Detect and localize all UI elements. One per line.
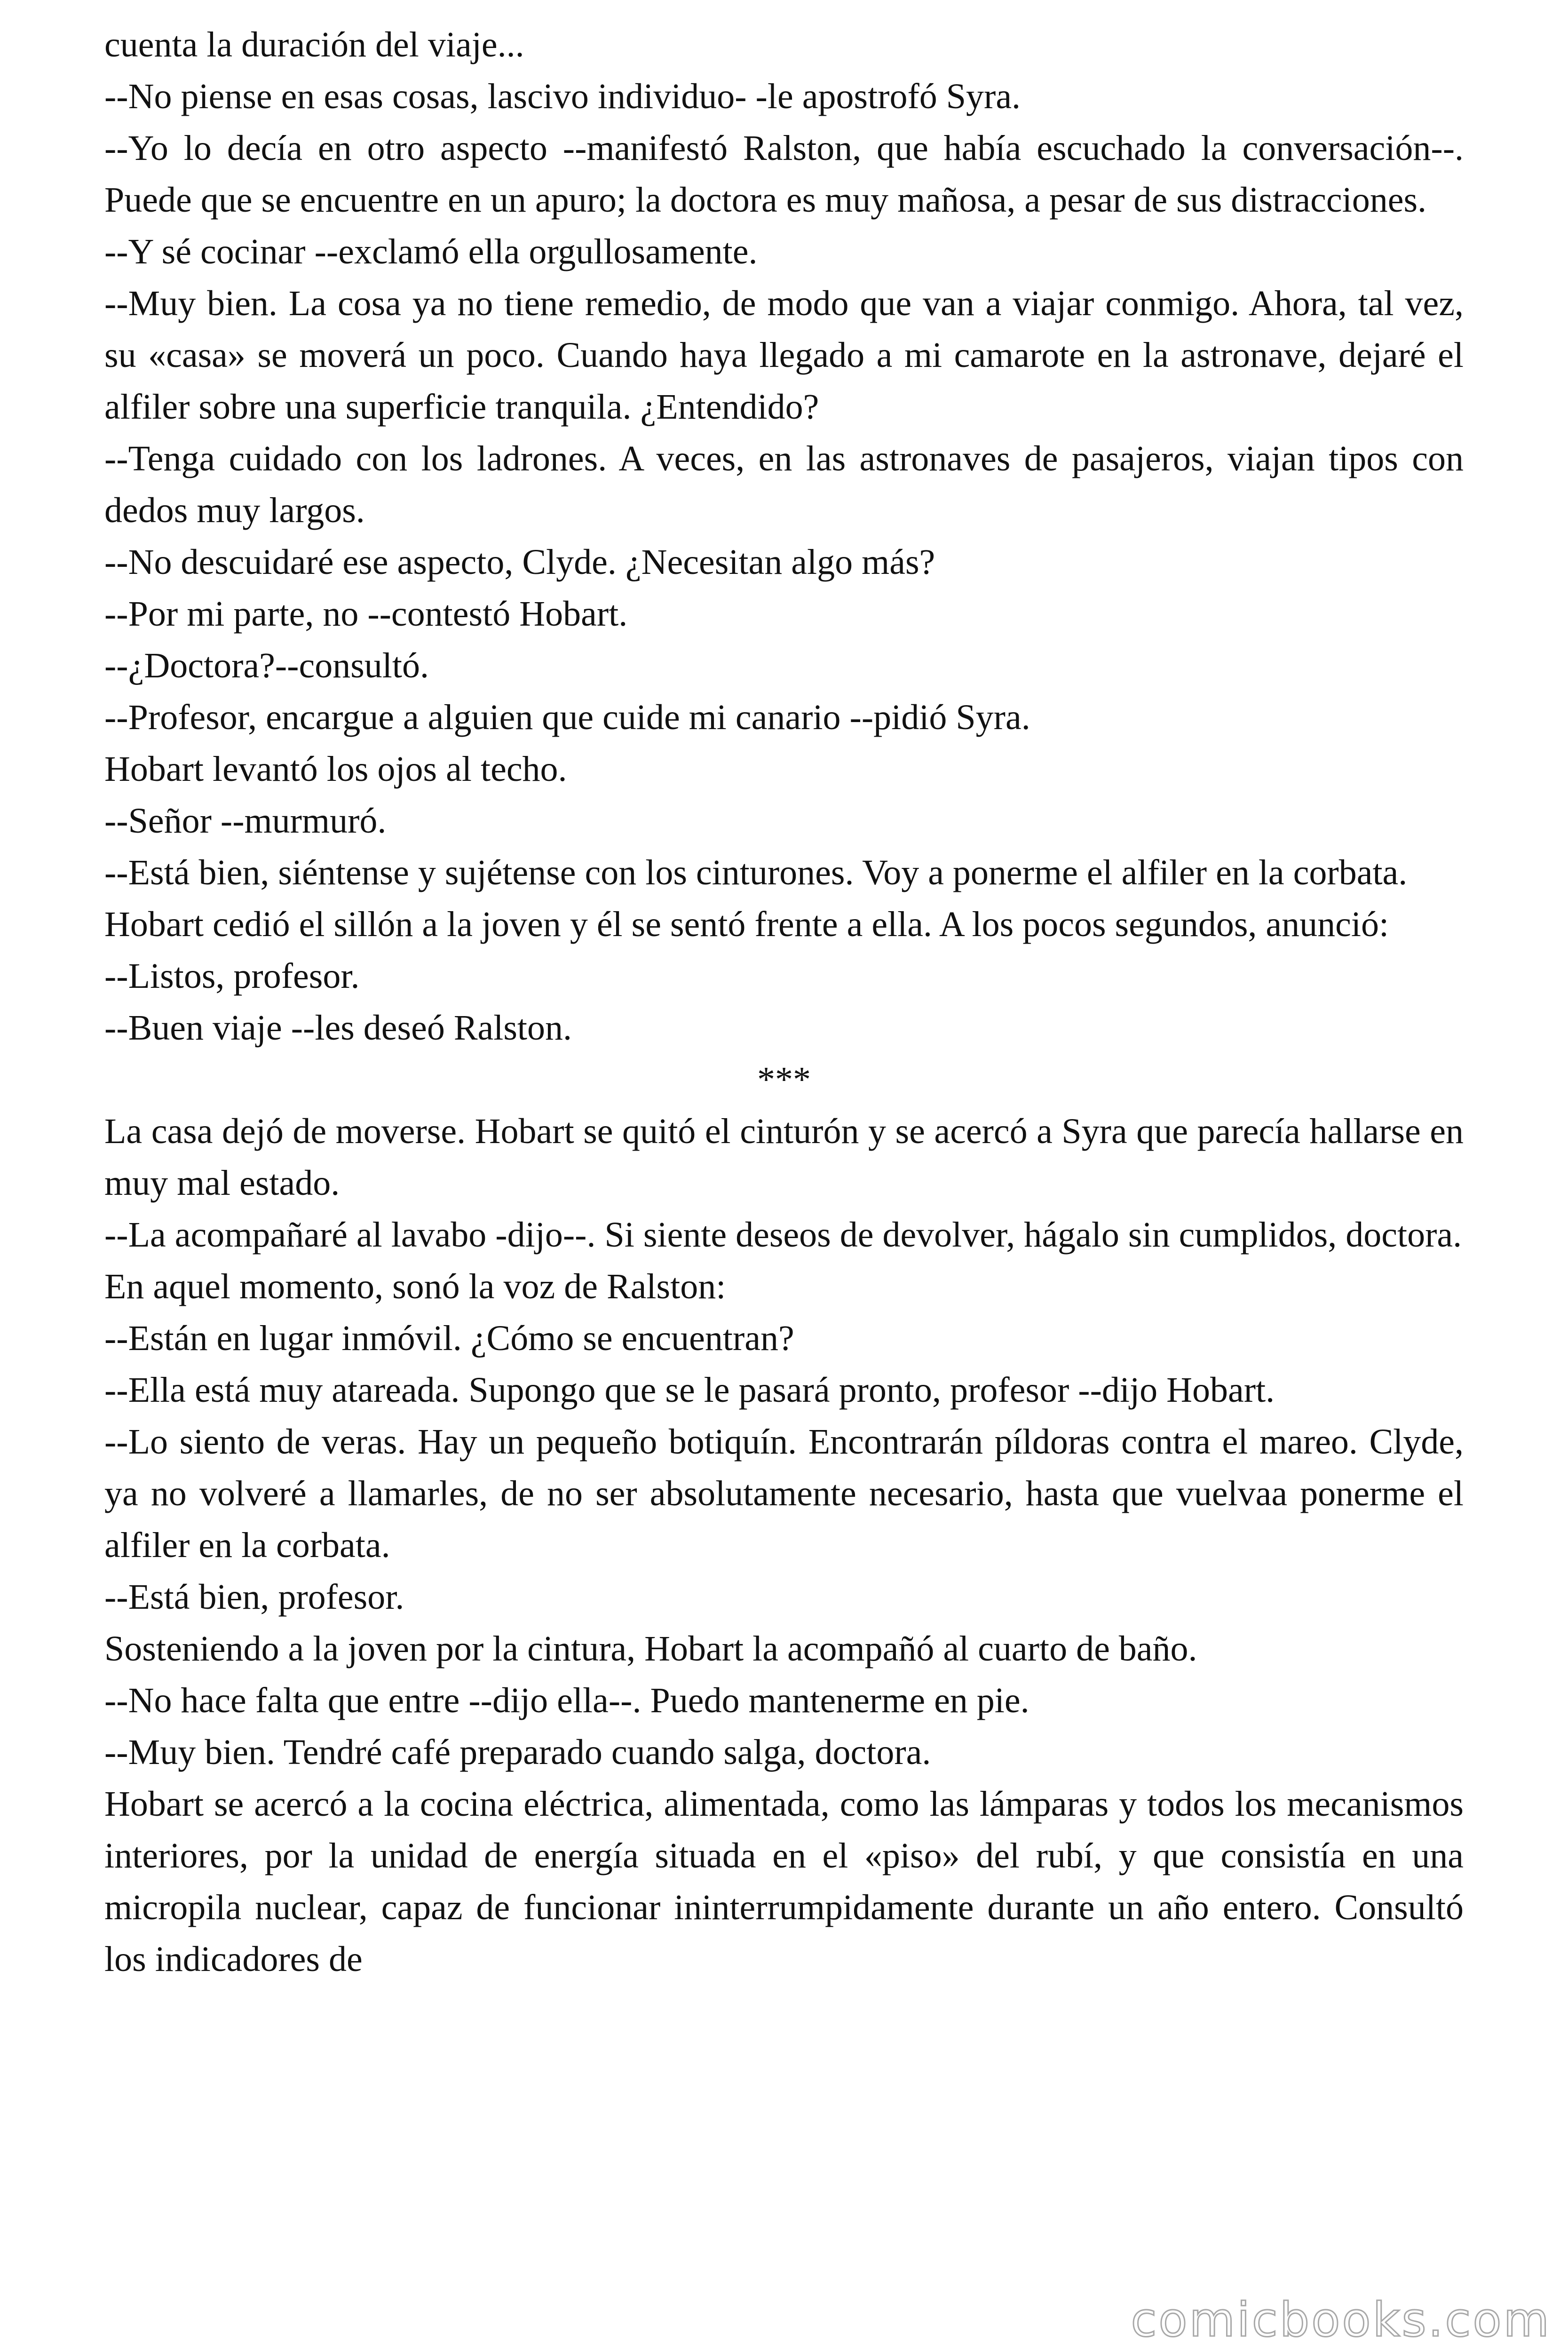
paragraph: --Listos, profesor.	[104, 956, 360, 996]
paragraph: --Está bien, profesor.	[104, 1577, 404, 1617]
book-page-text	[104, 19, 1464, 1985]
paragraph: --Está bien, siéntense y sujétense con los cinturones. Voy a ponerme el alfiler en la corbata.	[104, 853, 1408, 892]
paragraph: La casa dejó de moverse. Hobart se quitó el cinturón y se acercó a Syra que parecía hallarse en muy mal estado.	[104, 1112, 1464, 1203]
paragraph: Sosteniendo a la joven por la cintura, Hobart la acompañó al cuarto de baño.	[104, 1629, 1197, 1669]
paragraph: --Por mi parte, no --contestó Hobart.	[104, 594, 628, 634]
paragraph: --Están en lugar inmóvil. ¿Cómo se encuentran?	[104, 1319, 794, 1358]
paragraph: --No piense en esas cosas, lascivo individuo- -le apostrofó Syra.	[104, 77, 1021, 116]
paragraph: --Lo siento de veras. Hay un pequeño botiquín. Encontrarán píldoras contra el mareo. Clyde, ya no volveré a llamarles, de no ser absolutamente necesario, hasta que vuelvaa ponerme el alfiler en la corbata.	[104, 1422, 1464, 1565]
paragraph: --Tenga cuidado con los ladrones. A veces, en las astronaves de pasajeros, viajan tipos con dedos muy largos.	[104, 439, 1464, 530]
paragraph: --Profesor, encargue a alguien que cuide mi canario --pidió Syra.	[104, 698, 1030, 737]
watermark-logo: comicbooks.com	[1131, 2292, 1551, 2347]
section-separator: ***	[757, 1060, 811, 1099]
paragraph: --Buen viaje --les deseó Ralston.	[104, 1008, 572, 1048]
paragraph: Hobart levantó los ojos al techo.	[104, 749, 567, 789]
paragraph: --La acompañaré al lavabo -dijo--. Si siente deseos de devolver, hágalo sin cumplidos, doctora.	[104, 1215, 1462, 1255]
paragraph: --¿Doctora?--consultó.	[104, 646, 429, 685]
paragraph: --Muy bien. Tendré café preparado cuando salga, doctora.	[104, 1732, 931, 1772]
paragraph: En aquel momento, sonó la voz de Ralston:	[104, 1267, 726, 1306]
paragraph: --No hace falta que entre --dijo ella--. Puedo mantenerme en pie.	[104, 1681, 1029, 1720]
paragraph: --Ella está muy atareada. Supongo que se le pasará pronto, profesor --dijo Hobart.	[104, 1370, 1275, 1410]
paragraph: --Yo lo decía en otro aspecto --manifestó Ralston, que había escuchado la conversación--. Puede que se encuentre en un apuro; la doctora es muy mañosa, a pesar de sus distracciones.	[104, 128, 1464, 220]
paragraph: Hobart cedió el sillón a la joven y él se sentó frente a ella. A los pocos segundos, anunció:	[104, 905, 1389, 944]
paragraph: --Muy bien. La cosa ya no tiene remedio, de modo que van a viajar conmigo. Ahora, tal vez, su «casa» se moverá un poco. Cuando haya llegado a mi camarote en la astronave, dejaré el alfiler sobre una superficie tranquila. ¿Entendido?	[104, 284, 1464, 427]
paragraph: cuenta la duración del viaje...	[104, 25, 524, 64]
paragraph: --No descuidaré ese aspecto, Clyde. ¿Necesitan algo más?	[104, 542, 935, 582]
paragraph: --Y sé cocinar --exclamó ella orgullosamente.	[104, 232, 758, 271]
paragraph: Hobart se acercó a la cocina eléctrica, alimentada, como las lámparas y todos los mecanismos interiores, por la unidad de energía situada en el «piso» del rubí, y que consistía en una micropila nuclear, capaz de funcionar ininterrumpidamente durante un año entero. Consultó los indicadores de	[104, 1784, 1464, 1979]
paragraph: --Señor --murmuró.	[104, 801, 387, 841]
